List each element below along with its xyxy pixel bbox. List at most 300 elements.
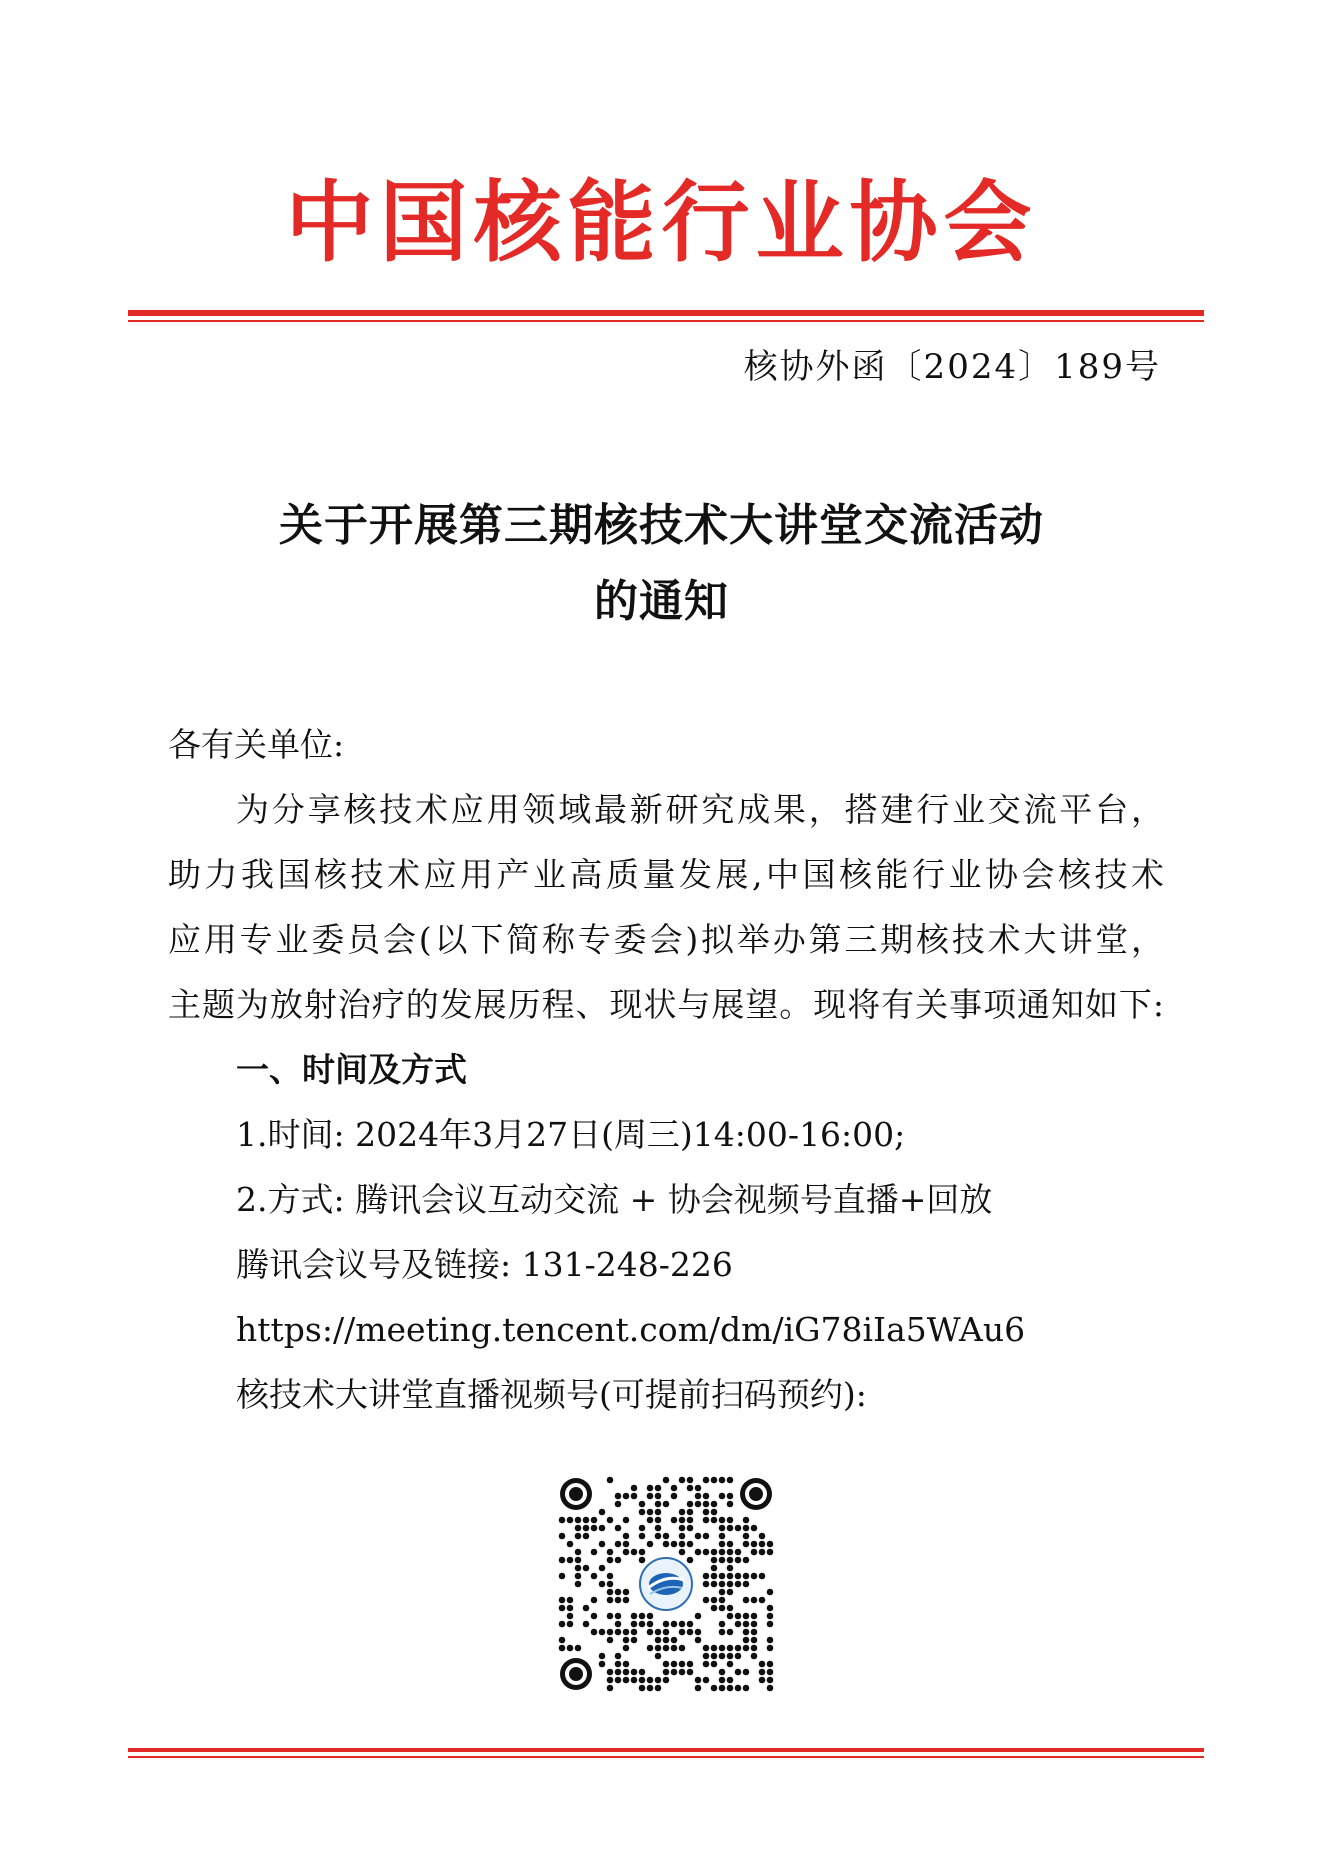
qr-module [607, 1677, 614, 1684]
qr-module [679, 1669, 686, 1676]
qr-module [655, 1525, 662, 1532]
qr-module [615, 1589, 622, 1596]
qr-module [767, 1549, 774, 1556]
qr-module [583, 1621, 590, 1628]
qr-module [711, 1501, 718, 1508]
qr-module [703, 1597, 710, 1604]
qr-module [623, 1661, 630, 1668]
qr-module [735, 1669, 742, 1676]
qr-module [591, 1517, 598, 1524]
qr-module [655, 1685, 662, 1692]
qr-module [559, 1605, 566, 1612]
qr-module [647, 1509, 654, 1516]
qr-module [647, 1685, 654, 1692]
qr-module [679, 1517, 686, 1524]
qr-module [711, 1477, 718, 1484]
qr-module [639, 1533, 646, 1540]
qr-module [663, 1629, 670, 1636]
qr-module [623, 1677, 630, 1684]
section-heading: 一、时间及方式 [236, 1050, 467, 1089]
qr-module [631, 1629, 638, 1636]
qr-module [639, 1621, 646, 1628]
qr-module [687, 1477, 694, 1484]
header-rule-thin [128, 320, 1204, 322]
qr-finder-bottom-left [560, 1658, 592, 1690]
qr-finder-top-left [560, 1478, 592, 1510]
qr-module [599, 1629, 606, 1636]
qr-module [591, 1629, 598, 1636]
qr-module [767, 1613, 774, 1620]
qr-module [703, 1477, 710, 1484]
qr-module [743, 1557, 750, 1564]
paragraph-line: 助力我国核技术应用产业高质量发展,中国核能行业协会核技术 [168, 855, 1164, 894]
qr-module [719, 1629, 726, 1636]
qr-module [719, 1581, 726, 1588]
qr-module [711, 1581, 718, 1588]
qr-module [655, 1493, 662, 1500]
qr-module [735, 1525, 742, 1532]
qr-module [615, 1525, 622, 1532]
qr-module [679, 1621, 686, 1628]
qr-module [711, 1605, 718, 1612]
qr-module [607, 1629, 614, 1636]
association-logo [636, 1554, 696, 1614]
qr-module [751, 1541, 758, 1548]
qr-module [767, 1661, 774, 1668]
qr-module [599, 1661, 606, 1668]
qr-module [655, 1653, 662, 1660]
qr-module [695, 1629, 702, 1636]
paragraph-line: 为分享核技术应用领域最新研究成果，搭建行业交流平台， [236, 790, 1164, 829]
qr-module [743, 1613, 750, 1620]
qr-module [735, 1573, 742, 1580]
qr-module [623, 1541, 630, 1548]
qr-module [735, 1645, 742, 1652]
qr-module [567, 1597, 574, 1604]
qr-module [711, 1661, 718, 1668]
qr-module [759, 1661, 766, 1668]
qr-module [711, 1645, 718, 1652]
qr-module [695, 1685, 702, 1692]
qr-module [599, 1653, 606, 1660]
qr-module [631, 1677, 638, 1684]
qr-module [615, 1501, 622, 1508]
qr-module [743, 1517, 750, 1524]
qr-module [631, 1621, 638, 1628]
qr-module [687, 1621, 694, 1628]
salutation: 各有关单位: [168, 725, 345, 764]
meeting-link[interactable]: https://meeting.tencent.com/dm/iG78iIa5WAu6 [236, 1310, 1026, 1349]
qr-module [631, 1669, 638, 1676]
qr-module [719, 1645, 726, 1652]
qr-module [719, 1557, 726, 1564]
qr-module [751, 1597, 758, 1604]
qr-module [671, 1493, 678, 1500]
qr-module [695, 1493, 702, 1500]
qr-module [679, 1509, 686, 1516]
qr-module [751, 1573, 758, 1580]
qr-module [663, 1533, 670, 1540]
qr-module [711, 1597, 718, 1604]
qr-module [599, 1581, 606, 1588]
qr-module [655, 1629, 662, 1636]
qr-module [703, 1549, 710, 1556]
qr-module [567, 1541, 574, 1548]
qr-module [615, 1677, 622, 1684]
qr-module [663, 1621, 670, 1628]
qr-module [623, 1549, 630, 1556]
qr-module [687, 1517, 694, 1524]
document-number: 核协外函〔2024〕189号 [743, 347, 1161, 387]
qr-module [703, 1581, 710, 1588]
qr-module [671, 1645, 678, 1652]
qr-module [687, 1509, 694, 1516]
qr-module [719, 1605, 726, 1612]
qr-module [567, 1621, 574, 1628]
qr-module [671, 1637, 678, 1644]
qr-module [767, 1645, 774, 1652]
qr-module [759, 1541, 766, 1548]
qr-module [567, 1517, 574, 1524]
qr-module [647, 1621, 654, 1628]
qr-module [751, 1637, 758, 1644]
qr-module [607, 1573, 614, 1580]
qr-module [743, 1685, 750, 1692]
qr-module [655, 1501, 662, 1508]
qr-module [647, 1645, 654, 1652]
qr-module [719, 1685, 726, 1692]
qr-module [639, 1613, 646, 1620]
qr-module [719, 1677, 726, 1684]
qr-module [575, 1517, 582, 1524]
qr-module [607, 1477, 614, 1484]
qr-module [687, 1629, 694, 1636]
qr-module [751, 1613, 758, 1620]
qr-module [727, 1685, 734, 1692]
qr-module [615, 1629, 622, 1636]
qr-module [743, 1525, 750, 1532]
qr-module [767, 1621, 774, 1628]
qr-module [687, 1525, 694, 1532]
qr-module [679, 1525, 686, 1532]
qr-module [583, 1533, 590, 1540]
header-rule-thick [128, 310, 1204, 316]
qr-module [567, 1557, 574, 1564]
qr-module [591, 1597, 598, 1604]
paragraph-line: 应用专业委员会(以下简称专委会)拟举办第三期核技术大讲堂， [168, 920, 1164, 959]
qr-module [711, 1573, 718, 1580]
qr-module [767, 1589, 774, 1596]
paragraph-line: 主题为放射治疗的发展历程、现状与展望。现将有关事项通知如下: [168, 985, 1164, 1024]
qr-module [623, 1493, 630, 1500]
qr-module [615, 1541, 622, 1548]
qr-module [727, 1605, 734, 1612]
qr-module [695, 1637, 702, 1644]
qr-module [607, 1581, 614, 1588]
qr-module [759, 1549, 766, 1556]
qr-module [727, 1629, 734, 1636]
qr-module [615, 1493, 622, 1500]
qr-module [743, 1581, 750, 1588]
qr-module [711, 1653, 718, 1660]
qr-module [647, 1613, 654, 1620]
qr-module [767, 1541, 774, 1548]
qr-module [607, 1557, 614, 1564]
qr-module [623, 1669, 630, 1676]
qr-module [559, 1517, 566, 1524]
qr-module [687, 1541, 694, 1548]
qr-module [727, 1541, 734, 1548]
qr-module [679, 1541, 686, 1548]
qr-module [727, 1661, 734, 1668]
qr-module [607, 1589, 614, 1596]
qr-module [743, 1637, 750, 1644]
qr-module [727, 1589, 734, 1596]
qr-module [639, 1685, 646, 1692]
qr-module [719, 1669, 726, 1676]
qr-module [751, 1621, 758, 1628]
qr-module [559, 1645, 566, 1652]
qr-module [759, 1533, 766, 1540]
qr-module [623, 1517, 630, 1524]
qr-module [687, 1485, 694, 1492]
qr-module [663, 1669, 670, 1676]
qr-module [559, 1637, 566, 1644]
qr-module [743, 1621, 750, 1628]
qr-module [655, 1677, 662, 1684]
qr-module [647, 1541, 654, 1548]
qr-module [663, 1637, 670, 1644]
qr-module [711, 1565, 718, 1572]
qr-module [703, 1677, 710, 1684]
qr-module [567, 1605, 574, 1612]
qr-module [647, 1677, 654, 1684]
qr-module [735, 1685, 742, 1692]
qr-module [607, 1669, 614, 1676]
qr-module [671, 1621, 678, 1628]
qr-module [591, 1549, 598, 1556]
qr-module [671, 1669, 678, 1676]
qr-module [727, 1613, 734, 1620]
qr-module [703, 1533, 710, 1540]
qr-module [727, 1677, 734, 1684]
qr-module [727, 1525, 734, 1532]
qr-module [727, 1565, 734, 1572]
qr-module [671, 1485, 678, 1492]
qr-module [695, 1533, 702, 1540]
qr-module [663, 1477, 670, 1484]
qr-module [599, 1525, 606, 1532]
qr-module [607, 1613, 614, 1620]
qr-module [735, 1581, 742, 1588]
meeting-id: 腾讯会议号及链接: 131-248-226 [236, 1245, 733, 1284]
qr-module [727, 1517, 734, 1524]
qr-module [663, 1645, 670, 1652]
qr-module [767, 1637, 774, 1644]
qr-module [719, 1493, 726, 1500]
qr-module [679, 1629, 686, 1636]
qr-module [679, 1533, 686, 1540]
qr-module [623, 1629, 630, 1636]
qr-module [655, 1533, 662, 1540]
qr-module [719, 1533, 726, 1540]
qr-module [623, 1637, 630, 1644]
notice-title-line1: 关于开展第三期核技术大讲堂交流活动 [279, 500, 1044, 551]
qr-module [711, 1517, 718, 1524]
qr-module [703, 1493, 710, 1500]
qr-module [615, 1661, 622, 1668]
qr-module [759, 1573, 766, 1580]
qr-module [735, 1613, 742, 1620]
qr-module [647, 1629, 654, 1636]
qr-module [711, 1549, 718, 1556]
qr-module [623, 1597, 630, 1604]
qr-module [727, 1493, 734, 1500]
qr-module [719, 1541, 726, 1548]
qr-module [655, 1485, 662, 1492]
qr-module [743, 1645, 750, 1652]
qr-module [615, 1597, 622, 1604]
qr-module [663, 1677, 670, 1684]
qr-module [743, 1533, 750, 1540]
qr-module [687, 1557, 694, 1564]
qr-module [767, 1677, 774, 1684]
qr-module [559, 1573, 566, 1580]
qr-module [735, 1621, 742, 1628]
qr-module [615, 1621, 622, 1628]
qr-module [727, 1477, 734, 1484]
qr-module [591, 1525, 598, 1532]
qr-module [687, 1661, 694, 1668]
qr-module [727, 1581, 734, 1588]
qr-module [615, 1613, 622, 1620]
qr-module [759, 1597, 766, 1604]
qr-module [671, 1661, 678, 1668]
qr-module [767, 1605, 774, 1612]
qr-module [751, 1645, 758, 1652]
qr-code-graphic [558, 1476, 774, 1692]
qr-module [663, 1501, 670, 1508]
qr-module [631, 1637, 638, 1644]
qr-module [663, 1541, 670, 1548]
qr-module [671, 1517, 678, 1524]
qr-module [727, 1645, 734, 1652]
qr-module [559, 1557, 566, 1564]
qr-module [599, 1541, 606, 1548]
qr-module [575, 1533, 582, 1540]
qr-module [639, 1549, 646, 1556]
qr-module [575, 1557, 582, 1564]
qr-module [599, 1565, 606, 1572]
qr-module [591, 1613, 598, 1620]
qr-module [727, 1549, 734, 1556]
qr-module [631, 1493, 638, 1500]
qr-module [727, 1573, 734, 1580]
qr-module [687, 1501, 694, 1508]
qr-module [663, 1661, 670, 1668]
video-channel-note: 核技术大讲堂直播视频号(可提前扫码预约): [236, 1375, 867, 1414]
qr-module [639, 1669, 646, 1676]
org-letterhead-title: 中国核能行业协会 [285, 170, 1038, 274]
qr-module [575, 1565, 582, 1572]
qr-module [711, 1557, 718, 1564]
qr-module [655, 1509, 662, 1516]
qr-module [575, 1573, 582, 1580]
qr-module [719, 1589, 726, 1596]
qr-module [679, 1549, 686, 1556]
qr-module [575, 1581, 582, 1588]
qr-module [695, 1501, 702, 1508]
footer-rule-thick [128, 1748, 1204, 1752]
qr-module [751, 1653, 758, 1660]
qr-module [719, 1477, 726, 1484]
qr-module [735, 1557, 742, 1564]
qr-module [607, 1549, 614, 1556]
qr-module [623, 1645, 630, 1652]
qr-module [639, 1501, 646, 1508]
qr-module [719, 1549, 726, 1556]
qr-module [727, 1557, 734, 1564]
event-method: 2.方式: 腾讯会议互动交流 + 协会视频号直播+回放 [236, 1180, 993, 1219]
qr-module [703, 1501, 710, 1508]
qr-module [583, 1605, 590, 1612]
qr-module [639, 1525, 646, 1532]
qr-module [607, 1685, 614, 1692]
qr-module [631, 1485, 638, 1492]
qr-module [567, 1613, 574, 1620]
qr-module [647, 1493, 654, 1500]
qr-module [735, 1653, 742, 1660]
qr-module [655, 1517, 662, 1524]
qr-module [615, 1653, 622, 1660]
notice-title-line2: 的通知 [594, 576, 729, 627]
qr-module [639, 1677, 646, 1684]
qr-module [615, 1669, 622, 1676]
qr-module [615, 1557, 622, 1564]
qr-module [727, 1501, 734, 1508]
qr-module [751, 1525, 758, 1532]
qr-module [591, 1573, 598, 1580]
qr-module [703, 1653, 710, 1660]
qr-module [607, 1597, 614, 1604]
qr-module [711, 1685, 718, 1692]
qr-module [671, 1541, 678, 1548]
qr-module [583, 1517, 590, 1524]
qr-module [743, 1541, 750, 1548]
qr-module [719, 1517, 726, 1524]
qr-module [751, 1629, 758, 1636]
qr-module [743, 1573, 750, 1580]
qr-module [583, 1525, 590, 1532]
qr-module [751, 1549, 758, 1556]
qr-code-icon[interactable] [558, 1476, 774, 1692]
qr-module [679, 1661, 686, 1668]
qr-module [687, 1669, 694, 1676]
qr-module [695, 1613, 702, 1620]
qr-module [719, 1621, 726, 1628]
qr-module [655, 1645, 662, 1652]
qr-module [679, 1477, 686, 1484]
qr-module [567, 1645, 574, 1652]
qr-module [759, 1677, 766, 1684]
qr-module [575, 1525, 582, 1532]
qr-module [767, 1685, 774, 1692]
qr-module [711, 1509, 718, 1516]
qr-module [735, 1549, 742, 1556]
qr-module [559, 1597, 566, 1604]
qr-module [743, 1597, 750, 1604]
qr-module [703, 1509, 710, 1516]
